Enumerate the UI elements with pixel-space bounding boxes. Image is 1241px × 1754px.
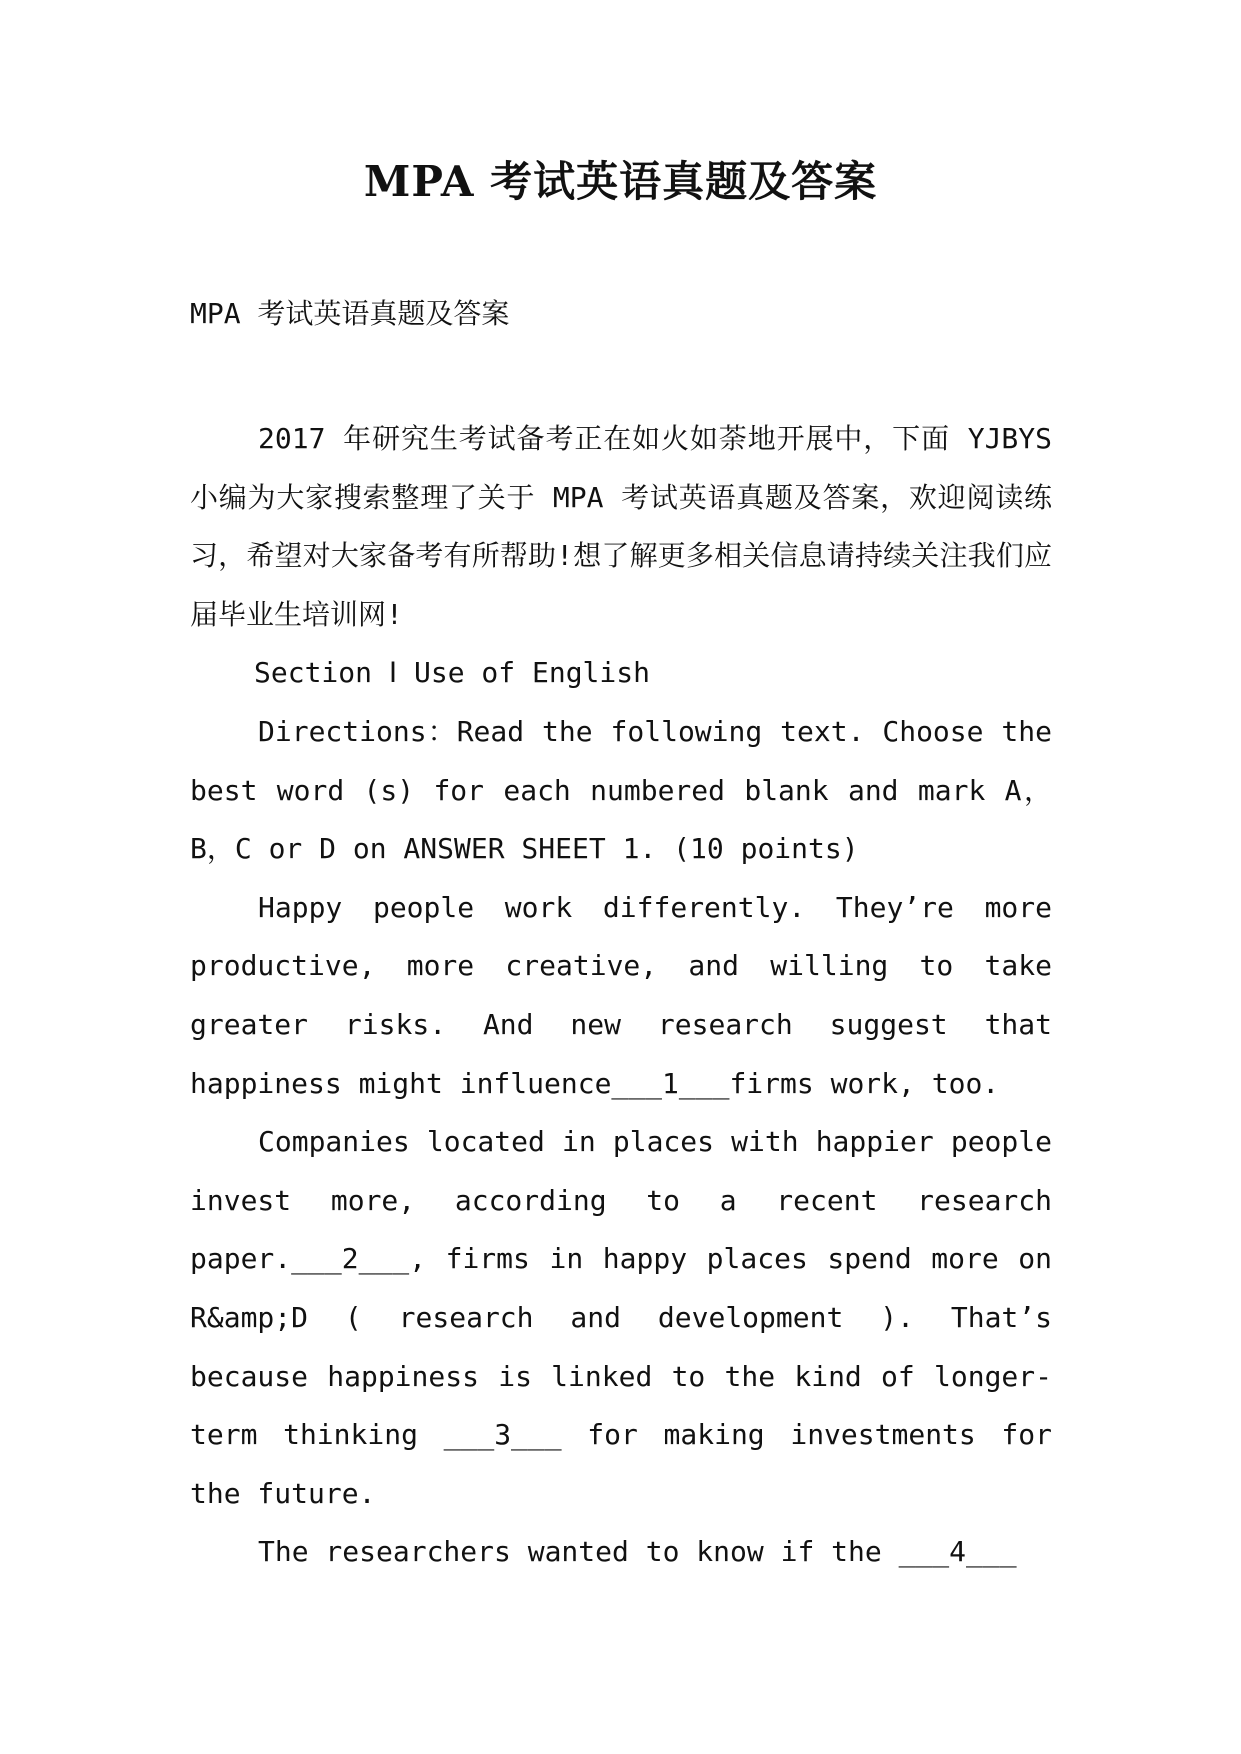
intro-paragraph: 2017 年研究生考试备考正在如火如荼地开展中，下面 YJBYS 小编为大家搜索整理了关于 MPA 考试英语真题及答案，欢迎阅读练习，希望对大家备考有所帮助!想了解更多相关信息请持续关注我们应届毕业生培训网! xyxy=(190,422,1052,631)
passage-paragraph-1: Happy people work differently. They’re more productive, more creative, and willing to take greater risks. And new research suggest that happiness might influence___1___firms work, too. xyxy=(190,890,1052,1100)
directions-paragraph: Directions：Read the following text. Choose the best word (s) for each numbered blank and mark A，B，C or D on ANSWER SHEET 1. (10 points) xyxy=(190,714,1052,866)
section-heading: Section Ⅰ Use of English xyxy=(254,656,650,690)
passage-paragraph-2: Companies located in places with happier people invest more, according to a recent research paper.___2___, firms in happy places spend more on R&amp;D ( research and development ). That’s because happiness is linked to the kind of longer-term thinking ___3___ for making investments for the future. xyxy=(190,1125,1052,1510)
document-body xyxy=(190,410,1052,1582)
document-title: MPA 考试英语真题及答案 xyxy=(363,157,878,206)
document-subtitle: MPA 考试英语真题及答案 xyxy=(190,297,510,330)
passage-paragraph-3: The researchers wanted to know if the ___4___ xyxy=(258,1535,1017,1569)
